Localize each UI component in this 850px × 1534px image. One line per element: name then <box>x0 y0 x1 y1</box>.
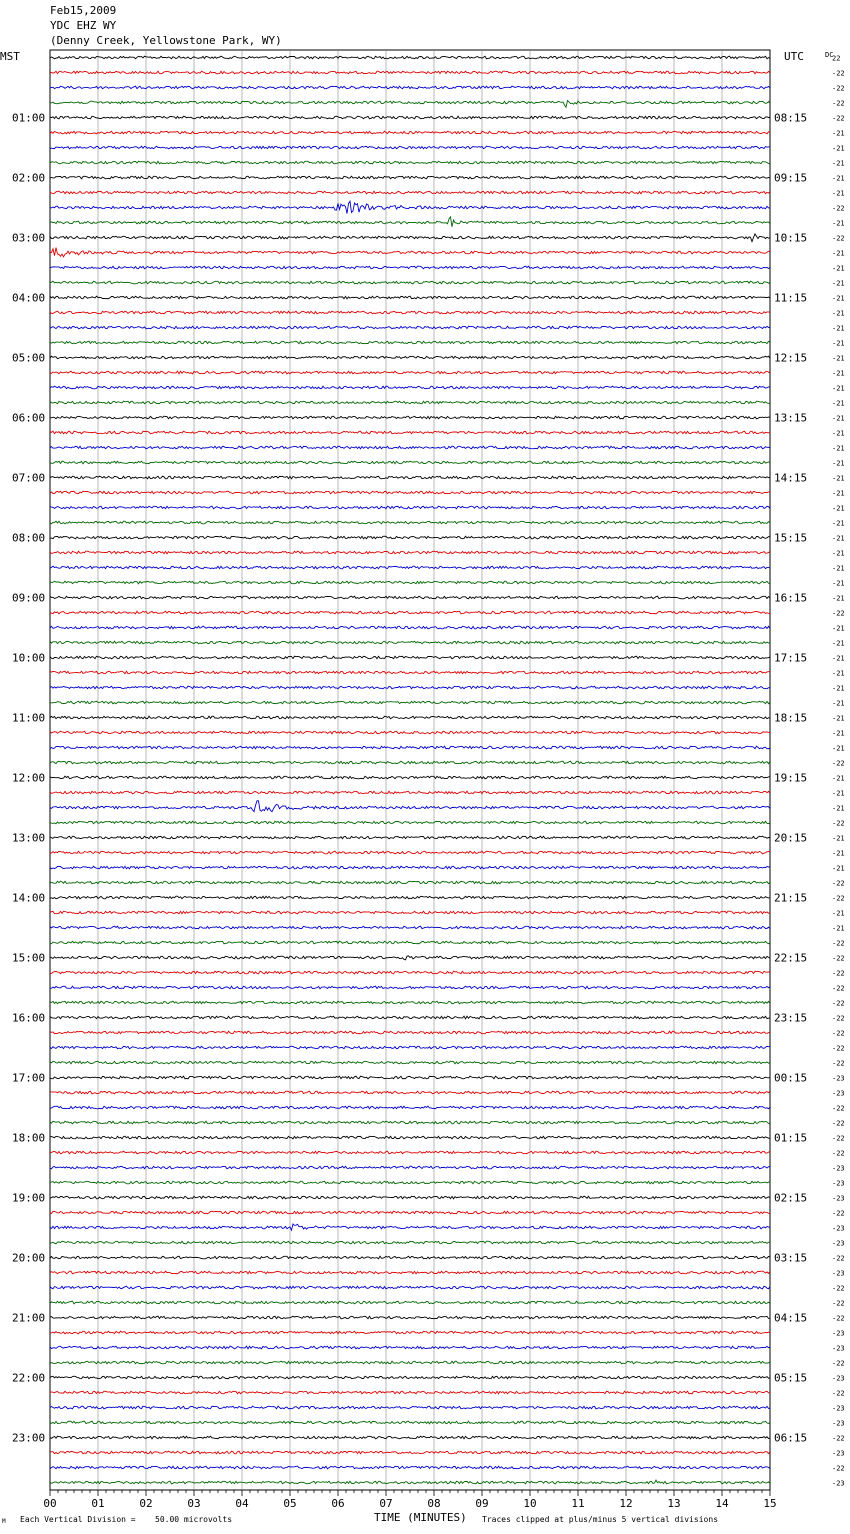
trace-row <box>50 71 770 74</box>
trace-row <box>50 1480 770 1484</box>
trace-row <box>50 401 770 404</box>
trace-row <box>50 176 770 179</box>
x-tick-label: 04 <box>235 1497 249 1510</box>
dc-offset-label: -22 <box>832 969 845 978</box>
trace-row <box>50 566 770 569</box>
right-hour-label: 06:15 <box>774 1431 808 1445</box>
trace-row <box>50 1151 770 1154</box>
left-hour-label: 14:00 <box>12 891 46 905</box>
x-tick-label: 12 <box>619 1497 633 1510</box>
right-hour-label: 21:15 <box>774 891 808 905</box>
dc-offset-label: -22 <box>832 894 845 903</box>
dc-offset-label: -21 <box>832 459 845 468</box>
right-hour-label: 18:15 <box>774 711 808 725</box>
trace-row <box>50 791 770 794</box>
dc-offset-label: -21 <box>832 489 845 498</box>
trace-row <box>50 326 770 329</box>
dc-offset-label: -21 <box>832 504 845 513</box>
trace-row <box>50 1286 770 1289</box>
dc-offset-label: -22 <box>832 1014 845 1023</box>
x-axis <box>43 1490 776 1510</box>
left-hour-label: 02:00 <box>12 171 46 185</box>
x-axis-title: TIME (MINUTES) <box>374 1511 467 1524</box>
dc-offset-label: -22 <box>832 939 845 948</box>
dc-offset-label: -22 <box>832 954 845 963</box>
trace-row <box>50 971 770 974</box>
trace-row <box>50 506 770 509</box>
trace-row <box>50 821 770 824</box>
trace-row <box>50 1106 770 1109</box>
header-location: (Denny Creek, Yellowstone Park, WY) <box>50 34 282 47</box>
dc-offset-label: -22 <box>832 1104 845 1113</box>
trace-row <box>50 1046 770 1049</box>
dc-offset-label: -21 <box>832 849 845 858</box>
trace-row <box>50 1376 770 1379</box>
left-hour-label: 19:00 <box>12 1191 46 1205</box>
x-tick-label: 06 <box>331 1497 345 1510</box>
dc-offset-label: -21 <box>832 669 845 678</box>
trace-row <box>50 191 770 194</box>
left-hour-label: 18:00 <box>12 1131 46 1145</box>
trace-row <box>50 371 770 374</box>
dc-offset-label: -21 <box>832 414 845 423</box>
dc-offset-label: -21 <box>832 564 845 573</box>
trace-row <box>50 596 770 599</box>
dc-offset-label: -21 <box>832 429 845 438</box>
dc-offset-label: -22 <box>832 1059 845 1068</box>
trace-row <box>50 1451 770 1454</box>
dc-offset-label: -21 <box>832 174 845 183</box>
dc-offset-label: -21 <box>832 144 845 153</box>
trace-row <box>50 851 770 854</box>
dc-offset-label: -21 <box>832 834 845 843</box>
dc-offset-label: -21 <box>832 639 845 648</box>
trace-row <box>50 866 770 869</box>
right-hour-label: 15:15 <box>774 531 808 545</box>
left-hour-label: 06:00 <box>12 411 46 425</box>
trace-row <box>50 431 770 434</box>
dc-offset-label: -21 <box>832 249 845 258</box>
x-tick-label: 07 <box>379 1497 393 1510</box>
dc-offset-label: -23 <box>832 1404 845 1413</box>
trace-row <box>50 416 770 419</box>
dc-offset-label: -23 <box>832 1194 845 1203</box>
dc-offset-label: -21 <box>832 549 845 558</box>
left-hour-label: 21:00 <box>12 1311 46 1325</box>
dc-offset-label: -21 <box>832 369 845 378</box>
trace-row <box>50 986 770 989</box>
trace-row <box>50 701 770 704</box>
dc-offset-label: -22 <box>832 984 845 993</box>
dc-offset-label: -21 <box>832 294 845 303</box>
dc-offset-label: -22 <box>832 1029 845 1038</box>
x-tick-label: 05 <box>283 1497 297 1510</box>
dc-offset-label: -21 <box>832 264 845 273</box>
dc-offset-label: -21 <box>832 339 845 348</box>
trace-row <box>50 86 770 89</box>
dc-offset-label: -21 <box>832 384 845 393</box>
left-hour-label: 09:00 <box>12 591 46 605</box>
right-hour-label: 11:15 <box>774 291 808 305</box>
trace-row <box>50 731 770 734</box>
trace-row <box>50 1271 770 1274</box>
dc-offset-label: -21 <box>832 324 845 333</box>
left-timezone-label: MST <box>0 50 20 63</box>
right-hour-label: 22:15 <box>774 951 808 965</box>
trace-row <box>50 446 770 449</box>
right-hour-label: 05:15 <box>774 1371 808 1385</box>
dc-offset-label: -21 <box>832 159 845 168</box>
right-hour-label: 03:15 <box>774 1251 808 1265</box>
x-tick-label: 08 <box>427 1497 441 1510</box>
dc-offset-label: -23 <box>832 1179 845 1188</box>
trace-row <box>50 581 770 584</box>
dc-offset-label: -21 <box>832 279 845 288</box>
right-hour-label: 19:15 <box>774 771 808 785</box>
trace-row <box>50 476 770 479</box>
trace-row <box>50 266 770 269</box>
trace-row <box>50 611 770 614</box>
x-tick-label: 10 <box>523 1497 537 1510</box>
trace-row <box>50 716 770 719</box>
dc-offset-label: -23 <box>832 1269 845 1278</box>
dc-offset-label: -22 <box>832 1044 845 1053</box>
dc-offset-label: -22 <box>832 1434 845 1443</box>
left-hour-label: 13:00 <box>12 831 46 845</box>
trace-row <box>50 941 770 944</box>
dc-offset-label: -21 <box>832 774 845 783</box>
dc-offset-label: -21 <box>832 684 845 693</box>
left-hour-label: 07:00 <box>12 471 46 485</box>
dc-offset-label: -23 <box>832 1164 845 1173</box>
x-tick-label: 14 <box>715 1497 729 1510</box>
dc-offset-label: -21 <box>832 444 845 453</box>
scale-value: 50.00 microvolts <box>155 1515 233 1524</box>
dc-offset-label: -21 <box>832 354 845 363</box>
trace-row <box>50 1391 770 1394</box>
trace-row <box>50 1331 770 1334</box>
trace-row <box>50 281 770 284</box>
trace-row <box>50 491 770 494</box>
dc-offset-label: -23 <box>832 1074 845 1083</box>
trace-row <box>50 1196 770 1199</box>
dc-offset-label: -21 <box>832 909 845 918</box>
dc-offset-label: -22 <box>832 1314 845 1323</box>
trace-row <box>50 911 770 914</box>
x-tick-label: 01 <box>91 1497 105 1510</box>
left-hour-label: 23:00 <box>12 1431 46 1445</box>
trace-row <box>50 1001 770 1004</box>
dc-offset-label: -21 <box>832 699 845 708</box>
dc-offset-label: -23 <box>832 1449 845 1458</box>
header-date: Feb15,2009 <box>50 4 117 17</box>
dc-offset-label: -21 <box>832 864 845 873</box>
trace-row <box>50 896 770 899</box>
trace-row <box>50 1256 770 1259</box>
dc-offset-label: -22 <box>832 1389 845 1398</box>
dc-offset-label: -22 <box>832 1299 845 1308</box>
dc-offset-label: -21 <box>832 804 845 813</box>
trace-row <box>50 311 770 314</box>
trace-row <box>50 234 770 242</box>
dc-offset-label: -21 <box>832 309 845 318</box>
left-hour-label: 05:00 <box>12 351 46 365</box>
dc-offset-label: -23 <box>832 1089 845 1098</box>
trace-row <box>50 626 770 629</box>
trace-row <box>50 1406 770 1409</box>
trace-row <box>50 671 770 674</box>
left-hour-label: 15:00 <box>12 951 46 965</box>
trace-row <box>50 1361 770 1364</box>
trace-row <box>50 836 770 839</box>
trace-row <box>50 1436 770 1439</box>
left-hour-label: 11:00 <box>12 711 46 725</box>
left-hour-label: 03:00 <box>12 231 46 245</box>
trace-row <box>50 1181 770 1184</box>
dc-offset-label: -22 <box>832 1254 845 1263</box>
left-hour-label: 04:00 <box>12 291 46 305</box>
trace-row <box>50 761 770 764</box>
left-hour-label: 08:00 <box>12 531 46 545</box>
corner-mark: M <box>2 1518 6 1525</box>
trace-row <box>50 1211 770 1214</box>
dc-offset-label: -21 <box>832 189 845 198</box>
trace-row <box>50 1031 770 1034</box>
dc-offset-label: 22 <box>832 54 841 63</box>
right-hour-label: 04:15 <box>774 1311 808 1325</box>
trace-row <box>50 1346 770 1349</box>
trace-row <box>50 161 770 164</box>
trace-row <box>50 296 770 299</box>
clip-note: Traces clipped at plus/minus 5 vertical divisions <box>482 1515 719 1524</box>
trace-row <box>50 101 770 108</box>
dc-offset-label: -22 <box>832 1359 845 1368</box>
x-tick-label: 09 <box>475 1497 489 1510</box>
trace-row <box>50 776 770 779</box>
right-timezone-label: UTC <box>784 50 804 63</box>
trace-row <box>50 536 770 539</box>
dc-offset-label: -22 <box>832 99 845 108</box>
trace-row <box>50 1241 770 1244</box>
right-hour-label: 13:15 <box>774 411 808 425</box>
trace-row <box>50 1166 770 1169</box>
dc-offset-label: -22 <box>832 759 845 768</box>
dc-offset-label: -21 <box>832 594 845 603</box>
dc-offset-label: -22 <box>832 1464 845 1473</box>
dc-offset-label: -21 <box>832 129 845 138</box>
right-hour-label: 02:15 <box>774 1191 808 1205</box>
dc-offset-label: -21 <box>832 714 845 723</box>
right-hour-label: 01:15 <box>774 1131 808 1145</box>
right-hour-label: 14:15 <box>774 471 808 485</box>
dc-offset-label: -22 <box>832 1209 845 1218</box>
left-hour-label: 12:00 <box>12 771 46 785</box>
x-tick-label: 00 <box>43 1497 57 1510</box>
trace-row <box>50 356 770 359</box>
dc-offset-label: -23 <box>832 1224 845 1233</box>
trace-row <box>50 1466 770 1469</box>
left-hour-label: 22:00 <box>12 1371 46 1385</box>
dc-offset-label: -22 <box>832 1149 845 1158</box>
dc-offset-label: -22 <box>832 1119 845 1128</box>
trace-row <box>50 1136 770 1139</box>
trace-row <box>50 956 770 960</box>
trace-row <box>50 1016 770 1019</box>
trace-row <box>50 461 770 464</box>
trace-row <box>50 201 770 213</box>
x-tick-label: 13 <box>667 1497 681 1510</box>
trace-row <box>50 656 770 659</box>
right-hour-label: 23:15 <box>774 1011 808 1025</box>
trace-row <box>50 746 770 749</box>
dc-offset-label: -23 <box>832 1239 845 1248</box>
dc-offset-label: -22 <box>832 1134 845 1143</box>
x-tick-label: 03 <box>187 1497 201 1510</box>
dc-offset-label: -22 <box>832 69 845 78</box>
right-hour-label: 09:15 <box>774 171 808 185</box>
left-hour-label: 01:00 <box>12 111 46 125</box>
trace-row <box>50 1316 770 1319</box>
trace-row <box>50 881 770 884</box>
trace-row <box>50 146 770 149</box>
right-hour-label: 08:15 <box>774 111 808 125</box>
dc-offset-label: -21 <box>832 399 845 408</box>
right-hour-label: 00:15 <box>774 1071 808 1085</box>
trace-row <box>50 1076 770 1079</box>
dc-offset-label: -21 <box>832 534 845 543</box>
dc-offset-label: -21 <box>832 219 845 228</box>
left-hour-label: 16:00 <box>12 1011 46 1025</box>
x-tick-label: 15 <box>763 1497 777 1510</box>
trace-row <box>50 551 770 554</box>
dc-offset-label: -22 <box>832 204 845 213</box>
trace-row <box>50 1301 770 1304</box>
dc-offset-label: -22 <box>832 234 845 243</box>
dc-label: DC <box>825 51 834 59</box>
seismic-traces <box>50 56 770 1484</box>
dc-offset-label: -21 <box>832 729 845 738</box>
trace-row <box>50 1421 770 1424</box>
dc-offset-label: -23 <box>832 1419 845 1428</box>
left-hour-label: 17:00 <box>12 1071 46 1085</box>
dc-offset-label: -22 <box>832 999 845 1008</box>
right-hour-label: 12:15 <box>774 351 808 365</box>
dc-offset-label: -23 <box>832 1344 845 1353</box>
dc-offset-label: -22 <box>832 819 845 828</box>
trace-row <box>50 341 770 344</box>
dc-offset-label: -22 <box>832 84 845 93</box>
dc-offset-label: -21 <box>832 654 845 663</box>
right-hour-label: 16:15 <box>774 591 808 605</box>
scale-label: Each Vertical Division = <box>20 1515 136 1524</box>
dc-offset-label: -21 <box>832 789 845 798</box>
trace-row <box>50 1061 770 1064</box>
right-hour-label: 20:15 <box>774 831 808 845</box>
trace-row <box>50 131 770 134</box>
trace-row <box>50 1121 770 1124</box>
dc-offset-label: -21 <box>832 744 845 753</box>
trace-row <box>50 1091 770 1094</box>
dc-offset-label: -23 <box>832 1479 845 1488</box>
trace-row <box>50 926 770 929</box>
right-hour-label: 10:15 <box>774 231 808 245</box>
right-hour-label: 17:15 <box>774 651 808 665</box>
dc-offset-label: -22 <box>832 114 845 123</box>
dc-offset-label: -22 <box>832 879 845 888</box>
dc-offset-label: -23 <box>832 1329 845 1338</box>
dc-offset-label: -21 <box>832 924 845 933</box>
left-hour-label: 20:00 <box>12 1251 46 1265</box>
header-station: YDC EHZ WY <box>50 19 117 32</box>
trace-row <box>50 116 770 119</box>
dc-offset-label: -21 <box>832 624 845 633</box>
trace-row <box>50 686 770 689</box>
dc-offset-label: -21 <box>832 519 845 528</box>
dc-offset-label: -22 <box>832 1284 845 1293</box>
trace-row <box>50 1224 770 1230</box>
dc-offset-label: -21 <box>832 474 845 483</box>
x-tick-label: 11 <box>571 1497 585 1510</box>
trace-row <box>50 386 770 389</box>
x-tick-label: 02 <box>139 1497 153 1510</box>
trace-row <box>50 217 770 227</box>
trace-row <box>50 56 770 59</box>
trace-row <box>50 641 770 644</box>
dc-offset-label: -21 <box>832 579 845 588</box>
left-hour-label: 10:00 <box>12 651 46 665</box>
dc-offset-label: -22 <box>832 609 845 618</box>
trace-row <box>50 521 770 524</box>
trace-row <box>50 801 770 812</box>
trace-row <box>50 248 770 257</box>
dc-offset-label: -23 <box>832 1374 845 1383</box>
